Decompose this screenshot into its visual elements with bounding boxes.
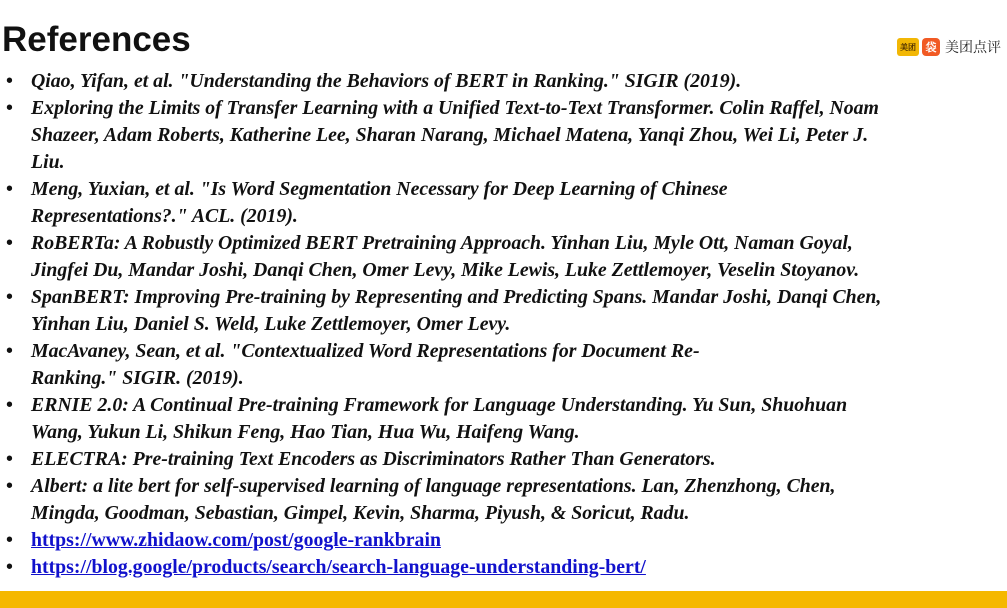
reference-text-line: Albert: a lite bert for self-supervised learning of language representations. Lan, Zhenzhong, Chen, (31, 475, 836, 497)
reference-item (6, 284, 1002, 338)
bullet-icon: • (6, 475, 13, 497)
reference-text-line: MacAvaney, Sean, et al. "Contextualized Word Representations for Document Re- (31, 340, 700, 362)
bullet-icon: • (6, 340, 13, 362)
dianping-mark-icon: 袋 (922, 38, 940, 56)
reference-text-line: Shazeer, Adam Roberts, Katherine Lee, Sharan Narang, Michael Matena, Yanqi Zhou, Wei Li, Peter J. (31, 124, 869, 146)
bullet-icon: • (6, 97, 13, 119)
page-title: References (2, 20, 191, 59)
reference-text-line: Jingfei Du, Mandar Joshi, Danqi Chen, Omer Levy, Mike Lewis, Luke Zettlemoyer, Veselin Stoyanov. (31, 259, 860, 281)
reference-text-line: Yinhan Liu, Daniel S. Weld, Luke Zettlemoyer, Omer Levy. (31, 313, 511, 335)
reference-text-line: Exploring the Limits of Transfer Learning with a Unified Text-to-Text Transformer. Colin Raffel, Noam (31, 97, 879, 119)
bullet-icon: • (6, 286, 13, 308)
reference-item (6, 68, 1002, 95)
reference-text-line: ERNIE 2.0: A Continual Pre-training Framework for Language Understanding. Yu Sun, Shuohuan (31, 394, 848, 416)
reference-link[interactable]: https://www.zhidaow.com/post/google-rankbrain (31, 529, 441, 551)
reference-text-line: Meng, Yuxian, et al. "Is Word Segmentation Necessary for Deep Learning of Chinese (31, 178, 728, 200)
logo-text: 美团点评 (945, 40, 1001, 56)
reference-text-line: Qiao, Yifan, et al. "Understanding the Behaviors of BERT in Ranking." SIGIR (2019). (31, 70, 742, 92)
bullet-icon: • (6, 448, 13, 470)
reference-item (6, 95, 1002, 176)
footer-accent-bar (0, 591, 1007, 608)
reference-item (6, 392, 1002, 446)
reference-text-line: Ranking." SIGIR. (2019). (31, 367, 244, 389)
reference-link-item (6, 527, 1002, 554)
reference-text-line: Mingda, Goodman, Sebastian, Gimpel, Kevin, Sharma, Piyush, & Soricut, Radu. (31, 502, 690, 524)
reference-item (6, 176, 1002, 230)
reference-item (6, 338, 1002, 392)
reference-text-line: ELECTRA: Pre-training Text Encoders as Discriminators Rather Than Generators. (31, 448, 716, 470)
bullet-icon: • (6, 70, 13, 92)
reference-text-line: SpanBERT: Improving Pre-training by Representing and Predicting Spans. Mandar Joshi, Danqi Chen, (31, 286, 882, 308)
bullet-icon: • (6, 529, 13, 551)
reference-list (6, 68, 1002, 581)
reference-item (6, 230, 1002, 284)
bullet-icon: • (6, 232, 13, 254)
reference-text-line: Liu. (31, 151, 65, 173)
bullet-icon: • (6, 556, 13, 578)
meituan-badge-icon: 美团 (897, 38, 919, 56)
reference-link-item (6, 554, 1002, 581)
reference-text-line: Representations?." ACL. (2019). (31, 205, 298, 227)
reference-text-line: RoBERTa: A Robustly Optimized BERT Pretraining Approach. Yinhan Liu, Myle Ott, Naman Goyal, (31, 232, 853, 254)
reference-item (6, 446, 1002, 473)
bullet-icon: • (6, 178, 13, 200)
reference-item (6, 473, 1002, 527)
meituan-dianping-logo (897, 37, 1001, 57)
reference-text-line: Wang, Yukun Li, Shikun Feng, Hao Tian, Hua Wu, Haifeng Wang. (31, 421, 580, 443)
bullet-icon: • (6, 394, 13, 416)
reference-link[interactable]: https://blog.google/products/search/search-language-understanding-bert/ (31, 556, 646, 578)
